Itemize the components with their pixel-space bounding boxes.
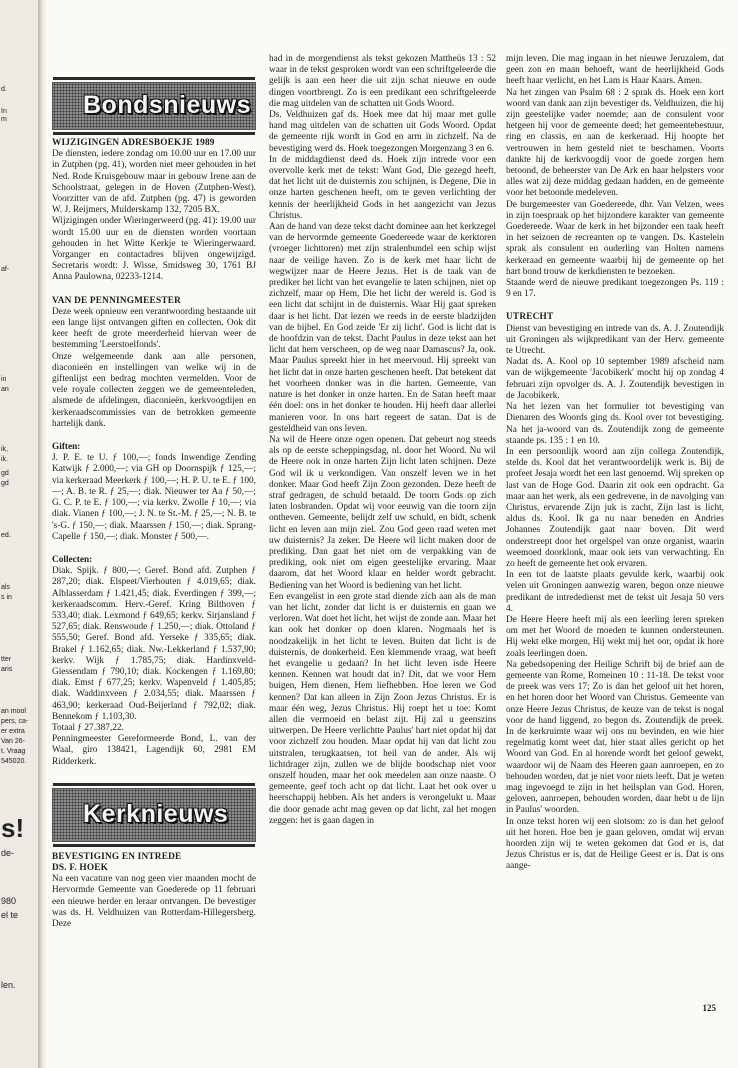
bondsnieuws-title: Bondsnieuws: [83, 91, 252, 120]
prev-fragment: er extra: [1, 728, 25, 735]
prev-fragment: t. Vraag: [1, 748, 26, 755]
treasurer-address: Penningmeester Gereformeerde Bond, L. van der Waal, giro 138421, Lagendijk 60, 2981 EM Ridderkerk.: [52, 734, 256, 767]
page-number: 125: [702, 1003, 716, 1013]
prev-fragment: aris: [1, 666, 13, 673]
prev-fragment: af-: [1, 266, 10, 273]
prev-fragment: m: [1, 116, 7, 123]
penningmeester-heading: VAN DE PENNINGMEESTER: [52, 295, 182, 306]
banner-rule-bottom: [53, 844, 255, 847]
collecten-heading: Collecten:: [52, 554, 93, 565]
previous-page-edge: [0, 0, 39, 1068]
paragraph: In een tot de laatste plaats gevulde kerk, waarbij ook velen uit Groningen aanwezig waren, begon onze nieuwe predikant de intrededienst met de tekst uit Jesaja 50 vers 4.: [506, 570, 724, 614]
prev-fragment: pers, ca-: [1, 718, 29, 725]
kerknieuws-banner: [52, 788, 256, 842]
prev-fragment: als: [1, 584, 10, 591]
paragraph: De diensten, iedere zondag om 10.00 uur en 17.00 uur in Zutphen (pg. 41), worden niet meer gehouden in het Ned. Rode Kruisgebouw maar in gebouw Irene aan de Schoolstraat, gelegen in de Hoven (Zutphen-West). Voorzitter van de afd. Zutphen (pg. 47) is geworden W. J. Reijmers, Mulderskamp 132, 7205 BX.: [52, 149, 256, 216]
paragraph: Nadat ds. A. Kool op 10 september 1989 afscheid nam van de wijkgemeente 'Jacobikerk' mocht hij op zondag 4 februari zijn opvolger ds. A. J. Zoutendijk bevestigen in de Jacobikerk.: [506, 357, 724, 401]
paragraph: had in de morgendienst als tekst gekozen Mattheüs 13 : 52 waar in de tekst gesproken wordt van een schriftgeleerde die gelijk is aan een heer die uit zijn schat nieuwe en oude dingen voortbrengt. Zo is een predikant een schriftgeleerde die mag uitdelen van de schatten uit Gods Woord.: [269, 54, 496, 109]
prev-fragment: Van 26-: [1, 738, 25, 745]
bondsnieuws-banner: [52, 82, 256, 130]
prev-fragment: de-: [1, 848, 15, 858]
prev-fragment: gd: [1, 480, 9, 487]
prev-fragment: ik,: [1, 446, 8, 453]
paragraph: Na een vacature van nog geen vier maanden mocht de Hervormde Gemeente van Goederede op 11 februari een nieuwe herder en leraar ontvangen. De bevestiger was ds. H. Veldhuizen van Rotterdam-Hillegersberg. Deze: [52, 874, 256, 929]
paragraph: Wijzigingen onder Wieringerweerd (pg. 41): 19.00 uur wordt 15.00 uur en de diensten worden voortaan gehouden in het Witte Kerkje te Wieringerwaard. Vorganger en contactadres blijven ongewijzigd. Secretaris wordt: J. Wisse, Smidsweg 30, 1761 BJ Anna Paulowna, 02233-1214.: [52, 216, 256, 283]
prev-fragment: el te: [1, 910, 19, 920]
paragraph: In onze tekst horen wij een slotsom: zo is dan het geloof uit het horen. Hoe ben je gaan geloven, omdat wij ervan hoorden zijn wij te weten gekomen dat God er is, dat Jezus Christus er is, dat de Heilige Geest er is. Dat is ons aange-: [506, 816, 724, 872]
banner-rule-top: [53, 783, 255, 786]
paragraph: Aan de hand van deze tekst dacht dominee aan het kerkzegel van de hervormde gemeente Goedereede waar de kerktoren (vroeger lichttoren) met zijn stralenbundel een schip wijst naar de veilige haven. Zo is de kerk met haar licht de wegwijzer naar de Heere Jezus. Het is de taak van de prediker het licht van het evangelie te laten schijnen, niet op zichzelf, maar op Hem, Die het licht der wereld is. God is een licht dat schijnt in de duisternis. Waar Hij gaat spreken daar is het licht. Dat lezen we reeds in de eerste bladzijden van de bijbel. En God zeide 'Er zij licht'. God is licht dat is de hoofdzin van de tekst. Dacht Paulus in deze tekst aan het licht dat hem verscheen, op de weg naar Damascus? Ja, ook. Maar Paulus spreekt hier in het meervoud. Hij spreekt van het licht dat in onze harten geschenen heeft. Dat betekent dat het voorheen donker was in die harten. Gemeente, van nature is het donker in onze harten. En de Satan heeft maar één doel: ons in het donker te houden. Hij heeft daar allerlei manieren voor. In ons hart regeert de satan. Dat is de gesteldheid van ons leven.: [269, 222, 496, 434]
paragraph: In de middagdienst deed ds. Hoek zijn intrede voor een overvolle kerk met de tekst: Want God, Die gezegd heeft, dat het licht uit de duisternis zou schijnen, is Degene, Die in onze harten geschenen heeft, om te geven verlichting der kennis der heerlijkheid Gods in het aangezicht van Jezus Christus.: [269, 154, 496, 221]
column-middle: [269, 54, 496, 827]
paragraph: De Heere Heere heeft mij als een leerling leren spreken om met het Woord de moeden te kunnen ondersteunen. Hij wekt elke morgen, Hij wekt mij het oor, opdat ik hore zoals leerlingen doen.: [506, 614, 724, 659]
bevestiging-subheading: DS. F. HOEK: [52, 862, 109, 873]
prev-fragment: 545020.: [1, 758, 27, 765]
paragraph: Onze welgemeende dank aan alle personen, diaconieën en instellingen van welke wij in de giftenlijst een bedrag mochten vermelden. Voor de vele royale collecten zeggen we de gemeenteleden, alsmede de afdelingen, diaconieën, kerkvoogdijen en kerkeraadscommissies van de betrokken gemeente hartelijk dank.: [52, 351, 256, 429]
total-line: Totaal ƒ 27.387,22.: [52, 722, 124, 733]
paragraph: Na gebedsopening der Heilige Schrift bij de brief aan de gemeente van Rome, Romeinen 10 : 11-18. De tekst voor de preek was vers 17; Zo is dan het geloof uit het horen, en het horen door het Woord van Christus. Gemeente van onze Heere Jezus Christus, de keuze van de tekst is nogal voor de hand liggend, zo begon ds. Zoutendijk de preek. In de kerkruimte waar wij ons nu bevinden, en wie hier regelmatig komt weet dat, hier staat alles gericht op het Woord van God. En al horende wordt het geloof gewekt, waardoor wij de Naam des Heeren gaan aanroepen, en zo behouden worden, dat je niet voor niets leeft. Dat je weten mag ingevoegd te zijn in het heilsplan van God. Horen, geloven, aanroepen, behouden worden, daar hebt u de lijn in Paulus' woorden.: [506, 659, 724, 816]
paragraph: Staande werd de nieuwe predikant toegezongen Ps. 119 : 9 en 17.: [506, 278, 724, 300]
prev-fragment: an: [1, 386, 9, 393]
paragraph: Deze week opnieuw een verantwoording bestaande uit een lange lijst ontvangen giften en collecten. Ook dit keer heeft de grote meerderheid hiervan weer de bestemming 'Leerstoelfonds'.: [52, 306, 256, 351]
paragraph: mijn leven. Die mag ingaan in het nieuwe Jeruzalem, dat geen zon en maan behoeft, want de heerlijkheid Gods heeft haar verlicht, en het Lam is Haar Kaars. Amen.: [506, 54, 724, 87]
prev-fragment: len.: [1, 980, 16, 990]
prev-fragment: In: [1, 108, 7, 115]
utrecht-heading: UTRECHT: [506, 312, 554, 323]
prev-fragment: s in: [1, 594, 12, 601]
prev-fragment: gd: [1, 470, 9, 477]
bevestiging-heading: BEVESTIGING EN INTREDE: [52, 851, 182, 862]
prev-fragment: an mool: [1, 708, 26, 715]
prev-fragment: d.: [1, 86, 7, 93]
adresboekje-heading: WIJZIGINGEN ADRESBOEKJE 1989: [52, 138, 215, 148]
giften-heading: Giften:: [52, 442, 81, 453]
paragraph: Ds. Veldhuizen gaf ds. Hoek mee dat hij maar met gulle hand mag uitdelen van de schatten uit Gods Woord. Opdat de gemeente rijk wordt in God en arm in zichzelf. Na de bevestiging werd ds. Hoek toegezongen Morgenzang 3 en 6.: [269, 110, 496, 154]
paragraph: Na wil de Heere onze ogen openen. Dat gebeurt nog steeds als op de eerste scheppingsdag, nl. door het Woord. Nu wil de Heere ook in onze harten Zijn licht laten schijnen. Deze God wil ik u verkondigen. Van onszelf leven we in het donker. Maar God heeft Zijn Zoon gezonden. Deze heeft de straf gedragen, de schuld betaald. De toorn Gods op zich laten losbranden. Opdat wij voor eeuwig van die toorn zijn ontheven. Gemeente, belijdt zelf uw schuld, en bidt, schenk licht en leven aan mijn ziel. Zou God geen raad weten met uw duisternis? Ja zeker. De Heere wil licht maken door de prediking. Dan gaat het niet om de verpakking van de prediking, ook niet om eigen geestelijke ervaring. Maar daarom, dat het Woord klaar en helder wordt gebracht. Bediening van het Woord is bediening van het licht.: [269, 434, 496, 591]
paragraph: In een persoonlijk woord aan zijn collega Zoutendijk, stelde ds. Kool dat het verantwoordelijk werk is. Bij de profeet Jesaja wordt het een last genoemd. Wij spreken op last van de Hoge God. Daarin zit ook een opdracht. Ga maar aan het werk, als een gedrevene, in de navolging van Christus, ervarende Zijn juk is zacht, Zijn last is licht, aldus ds. Kool. Ik ga nu naar beneden en Andries Johannes Zoutendijk gaat naar boven. Dit werd onderstreept door het orgelspel van onze organist, waarin weemoed doorklonk, maar ook iets van verwachting. En zo heeft de gemeente het ook ervaren.: [506, 446, 724, 569]
paragraph: De burgemeester van Goedereede, dhr. Van Velzen, wees in zijn toespraak op het bijzondere karakter van gemeente Goedereede. Waar de kerk in het bijzonder een taak heeft in het seizoen de recreanten op te vangen. Ds. Kastelein sprak als consulent en ouderling van Holten namens kerkeraad en gemeente waarbij hij de gemeente op het hart bond trouw de kerkdiensten te bezoeken.: [506, 199, 724, 277]
paragraph: Na het zingen van Psalm 68 : 2 sprak ds. Hoek een kort woord van dank aan zijn bevestiger ds. Veldhuizen, die hij zijn geestelijke vader noemde; aan de consulent voor hetgeen hij voor de gemeente deed; het gemeentebestuur, ring en classis, en aan de kerkeraad. Hij hoopte het vertrouwen in hem gesteld niet te beschamen. Voorts dankte hij de kerkvoogdij voor de goede zorgen hem betoond, de beheerster van De Ark en haar helpsters voor alles wat zij deze middag gedaan hadden, en de gemeente voor het betoonde medeleven.: [506, 87, 724, 199]
kerknieuws-title: Kerknieuws: [83, 800, 229, 829]
giften-list: J. P. E. te U. ƒ 100,—; fonds Inwendige Zending Katwijk ƒ 2.000,—; via GH op Doornspijk ƒ 125,—; via kerkeraad Meerkerk ƒ 100,—; H. P. U. te E. ƒ 100,—; A. B. te R. ƒ 25,—; diak. Nieuwer ter Aa ƒ 50,—; G. C. P. te E. ƒ 100,—; via kerkv. Zwolle ƒ 10,—; via diak. Vianen ƒ 100,—; J. N. te St.-M. ƒ 25,—; N. B. te 's-G. ƒ 150,—; diak. Maarssen ƒ 150,—; diak. Sprang-Capelle ƒ 150,—; diak. Monster ƒ 500,—.: [52, 453, 256, 542]
prev-fragment: tter: [1, 656, 12, 663]
paragraph: Na het lezen van het formulier tot bevestiging van Dienaren des Woords ging ds. Kool over tot bevestiging. Na het ja-woord van ds. Zoutendijk zong de gemeente staande ps. 135 : 1 en 10.: [506, 402, 724, 446]
prev-fragment: ik.: [1, 456, 8, 463]
prev-fragment: s!: [1, 813, 25, 843]
column-right: [506, 54, 724, 873]
prev-fragment: 980: [1, 896, 17, 906]
collecten-list: Diak. Spijk. ƒ 800,—; Geref. Bond afd. Zutphen ƒ 287,20; diak. Elspeet/Vierhouten ƒ 4.019,65; diak. Alblasserdam ƒ 1.421,45; diak. Everdingen ƒ 399,—; kerkeraadscomm. Herv.-Geref. Kring Bilthoven ƒ 533,40; diak. Lexmond ƒ 649,65; kerkv. Sirjansland ƒ 527,65; diak. Renswoude ƒ 1.250,—; diak. Ottoland ƒ 555,50; Geref. Bond afd. Yerseke ƒ 335,65; diak. Brakel ƒ 1.162,65; diak. Nw.-Lekkerland ƒ 1.537,90; kerkv. Wijk ƒ 1.785,75; diak. Hardinxveld-Giessendam ƒ 790,10; diak. Kockengen ƒ 1.169,80; diak. Emst ƒ 677,25; kerkv. Wapenveld ƒ 1.405,85; diak. Waddinxveen ƒ 2.034,55; diak. Maarssen ƒ 463,90; kerkeraad Oud-Beijerland ƒ 792,02; diak. Bennekom ƒ 1.103,30.: [52, 566, 256, 722]
column-left: [52, 30, 256, 930]
prev-fragment: ed.: [1, 532, 11, 539]
prev-fragment: in: [1, 376, 7, 383]
binding-gutter: [38, 0, 46, 1068]
banner-rule-top: [53, 77, 255, 80]
paragraph: Een evangelist in een grote stad diende zich aan als de man van het licht, zonder dat licht is er duisternis en gaan we verloren. Wat doet het licht, het wijst de zonde aan. Maar het kan ook het donker op doen klaren. Nogmaals het is noodzakelijk in het licht te leven. Buiten dat licht is de duisternis, de donkerheid. Een klemmende vraag, wat heeft het evangelie u gedaan? In het licht leven isde Heere kennen. Kennen wat houdt dat in? Dit, dat we voor Hem buigen, Hem dienen, Hem liefhebben. Hoe leren we God kennen? Dat kan alleen in Zijn Zoon Jezus Christus. Er is maar één weg, Jezus Christus. Hij roept het u toe: Komt allen die vermoeid en belast zijt. Hij zal u geenszins uitwerpen. De Heere verlichtte Paulus' hart niet opdat hij dat voor zichzelf zou houden. Maar opdat hij van dat licht zou uitstralen, terugkaatsen, tot heil van de ander. Als wij lichtdrager zijn, zullen we de blijde boodschap niet voor onszelf houden, maar het ook meedelen aan onze naaste. O gemeente, geef toch acht op dat licht. Laat het ook over u heerschappij hebben. Als het anders is verongelukt u. Maar die door genade acht mag geven op dat licht, zal het mogen zeggen: het is gaan dagen in: [269, 591, 496, 826]
magazine-page: [46, 30, 726, 1035]
banner-rule-bottom: [53, 132, 255, 135]
paragraph: Dienst van bevestiging en intrede van ds. A. J. Zoutendijk uit Groningen als wijkpredikant van der Herv. gemeente te Utrecht.: [506, 323, 724, 357]
